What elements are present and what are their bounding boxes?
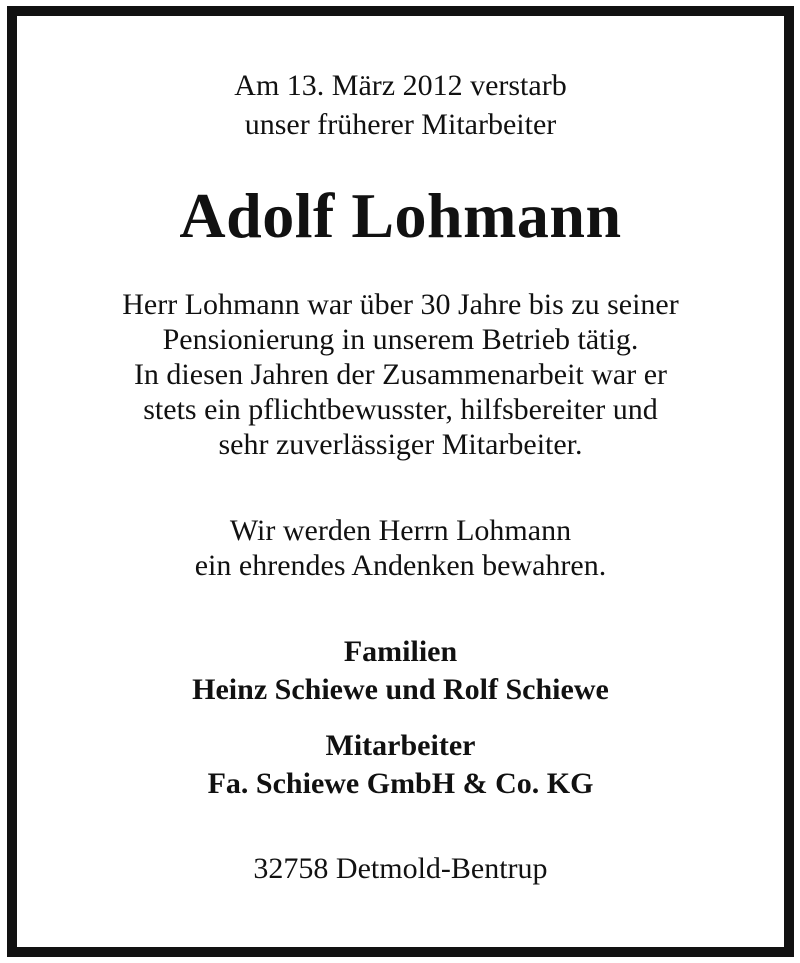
signer-company-name: Fa. Schiewe GmbH & Co. KG <box>207 767 594 800</box>
signer-families-names: Heinz Schiewe und Rolf Schiewe <box>192 673 609 706</box>
tribute-line: Pensionierung in unserem Betrieb tätig. <box>162 323 639 356</box>
tribute-line: sehr zuverlässiger Mitarbeiter. <box>218 428 583 461</box>
tribute-line: Herr Lohmann war über 30 Jahre bis zu seiner <box>122 288 679 321</box>
deceased-name: Adolf Lohmann <box>179 180 622 251</box>
tribute-line: stets ein pflichtbewusster, hilfsbereiter und <box>143 393 658 426</box>
remembrance-line: Wir werden Herrn Lohmann <box>229 514 572 547</box>
remembrance-line: ein ehrendes Andenken bewahren. <box>194 549 607 582</box>
intro-line-role: unser früherer Mitarbeiter <box>244 108 557 141</box>
intro-line-date: Am 13. März 2012 verstarb <box>234 69 567 102</box>
obituary-content <box>17 16 784 947</box>
signer-families-heading: Familien <box>343 635 458 668</box>
signer-staff-heading: Mitarbeiter <box>325 729 476 762</box>
obituary-border-frame <box>7 6 794 957</box>
place-line: 32758 Detmold-Bentrup <box>253 852 548 885</box>
tribute-line: In diesen Jahren der Zusammenarbeit war er <box>133 358 668 391</box>
